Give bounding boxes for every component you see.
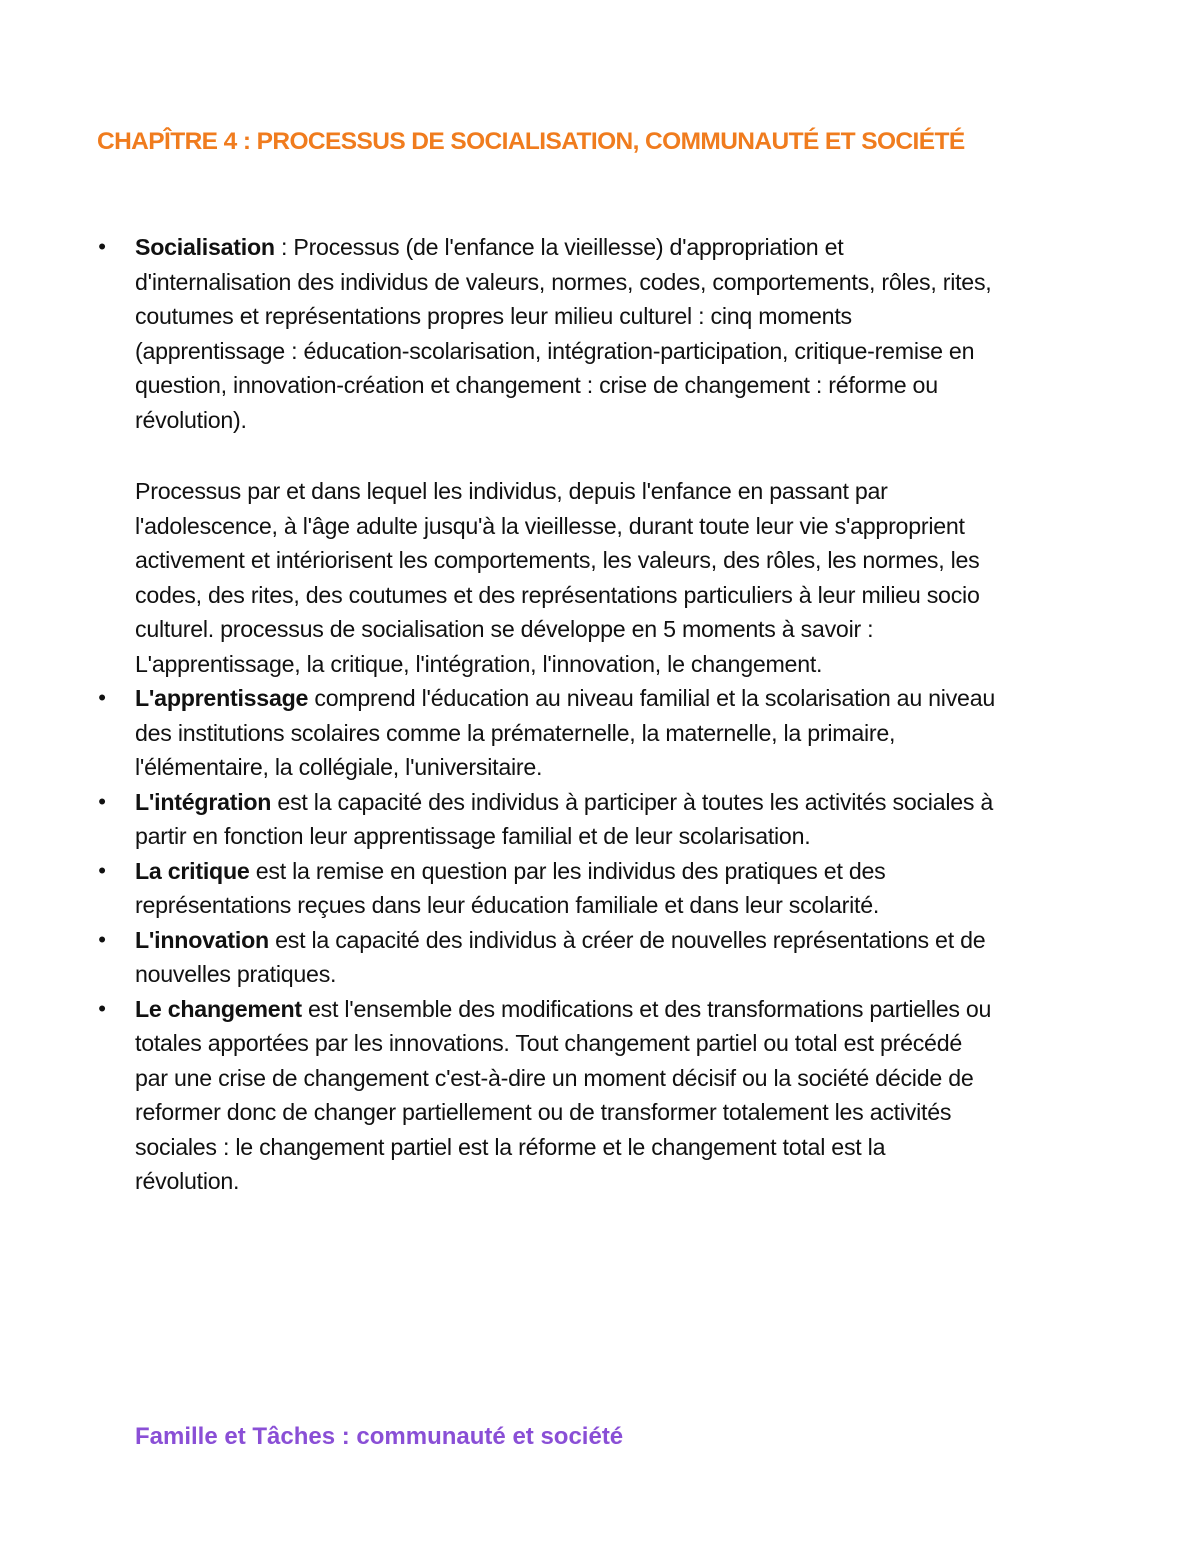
chapter-title: CHAPÎTRE 4 : PROCESSUS DE SOCIALISATION, COMMUNAUTÉ ET SOCIÉTÉ (97, 128, 965, 155)
bullet-icon: • (98, 685, 106, 710)
term-label: Le changement (135, 995, 302, 1022)
definition-text: est la capacité des individus à participer à toutes les activités sociales à partir en fonction leur apprentissage familial et de leur scolarisation. (135, 788, 994, 849)
bullet-icon: • (98, 857, 106, 883)
next-section-heading-cut (135, 1421, 1035, 1450)
term-label: L'apprentissage (135, 685, 309, 711)
list-item-changement (0, 992, 995, 1199)
definition-text: est l'ensemble des modifications et des transformations partielles ou totales apportées par les innovations. Tout changement partiel ou total est précédé par une crise de changement c'est-à-dire un moment décisif ou la société décide de reformer donc de changer partiellement ou de transformer totalement les activités sociales : le changement partiel est la réforme et le changement total est la révolution. (135, 995, 992, 1194)
term-label: Socialisation (135, 234, 275, 260)
bullet-icon: • (98, 234, 106, 259)
list-item-integration (0, 785, 995, 854)
next-section-heading: Famille et Tâches : communauté et société (135, 1423, 624, 1450)
list-item-critique (0, 854, 995, 923)
bullet-icon: • (98, 995, 106, 1021)
definition-list (0, 230, 1200, 1199)
continuation-paragraph: Processus par et dans lequel les individus, depuis l'enfance en passant par l'adolescence, à l'âge adulte jusqu'à la vieillesse, durant toute leur vie s'approprient activement et intériorisent les comportements, les valeurs, des rôles, les normes, les codes, des rites, des coutumes et des représentations particuliers à leur milieu socio culturel. processus de socialisation se développe en 5 moments à savoir : L'apprentissage, la critique, l'intégration, l'innovation, le changement. (135, 478, 980, 677)
definition-text: : Processus (de l'enfance la vieillesse) d'appropriation et d'internalisation des individus de valeurs, normes, codes, comportements, rôles, rites, coutumes et représentations propres leur milieu culturel : cinq moments (apprentissage : éducation-scolarisation, intégration-participation, critique-remise en question, innovation-création et changement : crise de changement : réforme ou révolution). (135, 234, 992, 433)
bullet-icon: • (98, 926, 106, 952)
term-label: La critique (135, 857, 250, 884)
list-item-socialisation (0, 230, 995, 681)
bullet-icon: • (98, 788, 106, 814)
list-item-innovation (0, 923, 995, 992)
definition-text: est la remise en question par les individus des pratiques et des représentations reçues dans leur éducation familiale et dans leur scolarité. (135, 857, 886, 918)
definition-text: est la capacité des individus à créer de nouvelles représentations et de nouvelles pratiques. (135, 926, 986, 987)
term-label: L'intégration (135, 788, 272, 815)
list-item-apprentissage (0, 681, 995, 785)
term-label: L'innovation (135, 926, 269, 953)
definition-text: comprend l'éducation au niveau familial et la scolarisation au niveau des institutions scolaires comme la prématernelle, la maternelle, la primaire, l'élémentaire, la collégiale, l'universitaire. (135, 685, 995, 780)
paragraph-spacer (135, 437, 995, 474)
